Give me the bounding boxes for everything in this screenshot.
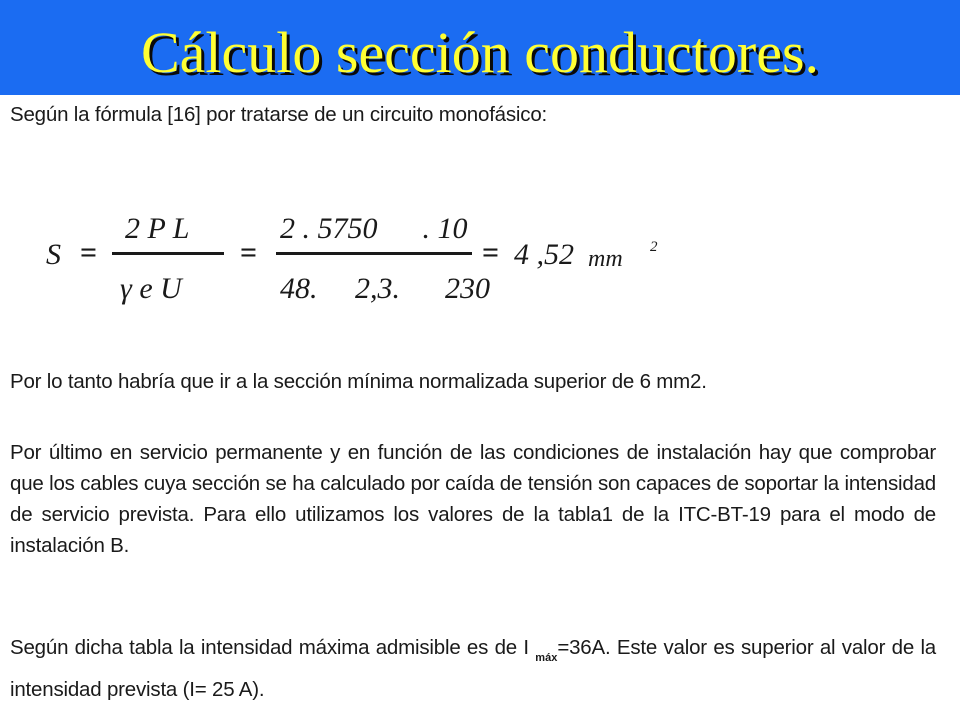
max-current-text-after: =36A. Este valor es superior al valor de la intensidad prevista (I= 25 A). — [10, 636, 937, 701]
intro-text: Según la fórmula [16] por tratarse de un circuito monofásico: — [10, 103, 548, 126]
title-bar — [0, 0, 960, 95]
formula-numerator-1: 2 P L — [125, 212, 190, 245]
formula-denominator-1: γ e U — [120, 272, 182, 305]
formula — [0, 190, 960, 320]
formula-result-value: 4 ,52 — [514, 238, 574, 271]
formula-lhs: S — [46, 238, 61, 271]
formula-numerator-2: 2 . 5750 . 10 — [280, 212, 468, 245]
formula-result-unit: mm — [588, 246, 623, 272]
paragraph-minimum-section: Por lo tanto habría que ir a la sección mínima normalizada superior de 6 mm2. — [10, 370, 707, 393]
formula-equals-2: = — [240, 236, 258, 269]
fraction-line-2 — [276, 252, 472, 255]
paragraph-permanent-service: Por último en servicio permanente y en función de las condiciones de instalación hay que comprobar que los cables cuya sección se ha calculado por caída de tensión son capaces de soportar la intensidad de servicio prevista. Para ello utilizamos los valores de la tabla1 de la ITC-BT-19 para el modo de instalación B. — [10, 441, 936, 557]
max-current-text-before: Según dicha tabla la intensidad máxima admisible es de I — [10, 636, 536, 659]
formula-denominator-2: 48. 2,3. 230 — [280, 272, 490, 305]
fraction-line-1 — [112, 252, 224, 255]
formula-equals-3: = — [482, 236, 500, 269]
paragraph-max-current — [10, 632, 936, 705]
formula-equals-1: = — [80, 236, 98, 269]
max-current-subscript: máx — [535, 652, 558, 664]
slide-title: Cálculo sección conductores. — [140, 20, 820, 85]
formula-result-exponent: 2 — [650, 239, 658, 255]
